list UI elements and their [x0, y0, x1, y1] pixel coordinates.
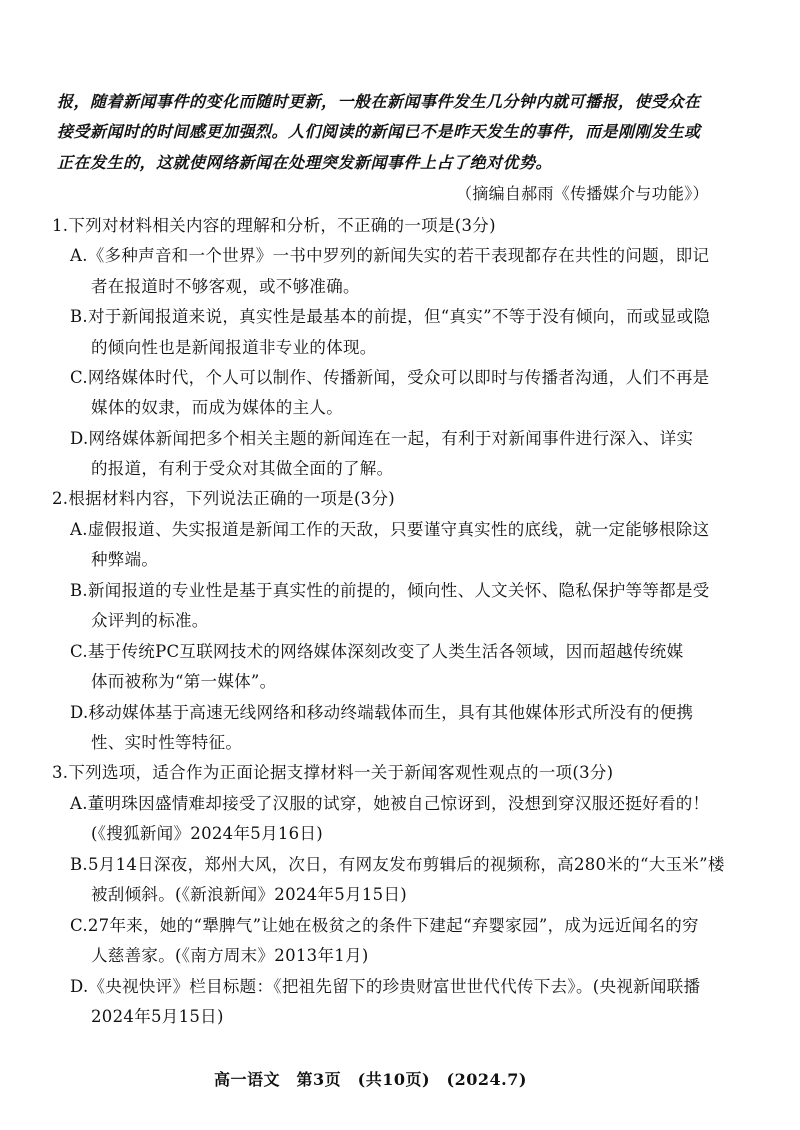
question-3-option-c-line-2: 人慈善家。(《南方周末》2013年1月) [91, 946, 369, 965]
question-2-option-c-line-2: 体而被称为“第一媒体”。 [91, 672, 277, 691]
question-3-option-d-line-2: 2024年5月15日) [91, 1007, 224, 1026]
question-2-option-a-line-2: 种弊端。 [91, 550, 159, 569]
question-1-stem: 1.下列对材料相关内容的理解和分析，不正确的一项是(3分) [52, 216, 496, 235]
question-1-option-a-line-2: 者在报道时不够客观，或不够准确。 [91, 277, 360, 296]
passage-line-3: 正在发生的，这就使网络新闻在处理突发新闻事件上占了绝对优势。 [57, 153, 553, 172]
question-2-option-b-line-2: 众评判的标准。 [91, 611, 209, 630]
passage-line-1: 报，随着新闻事件的变化而随时更新，一般在新闻事件发生几分钟内就可播报，使受众在 [57, 92, 701, 111]
question-2-option-a-line-1: A.虚假报道、失实报道是新闻工作的天敌，只要谨守真实性的底线，就一定能够根除这 [70, 520, 710, 539]
question-2-option-b-line-1: B.新闻报道的专业性是基于真实性的前提的，倾向性、人文关怀、隐私保护等等都是受 [70, 581, 710, 600]
passage-source: （摘编自郝雨《传播媒介与功能》） [456, 184, 709, 203]
question-1-option-d-line-2: 的报道，有利于受众对其做全面的了解。 [91, 459, 394, 478]
question-1-option-c-line-1: C.网络媒体时代，个人可以制作、传播新闻，受众可以即时与传播者沟通，人们不再是 [70, 368, 710, 387]
question-3-option-a-line-1: A.董明珠因盛情难却接受了汉服的试穿，她被自己惊讶到，没想到穿汉服还挺好看的！ [70, 794, 710, 813]
question-1-option-b-line-2: 的倾向性也是新闻报道非专业的体现。 [91, 338, 377, 357]
question-3-stem: 3.下列选项，适合作为正面论据支撑材料一关于新闻客观性观点的一项(3分) [52, 763, 614, 782]
question-3-option-a-line-2: (《搜狐新闻》2024年5月16日) [91, 824, 324, 843]
question-3-option-b-line-2: 被刮倾斜。(《新浪新闻》2024年5月15日) [91, 885, 408, 904]
question-3-option-d-line-1: D.《央视快评》栏目标题：《把祖先留下的珍贵财富世世代代传下去》。(央视新闻联播 [70, 977, 701, 996]
page-footer: 高一语文 第3页 (共10页) (2024.7) [214, 1070, 527, 1089]
question-1-option-c-line-2: 媒体的奴隶，而成为媒体的主人。 [91, 398, 343, 417]
passage-line-2: 接受新闻时的时间感更加强烈。人们阅读的新闻已不是昨天发生的事件，而是刚刚发生或 [57, 122, 701, 141]
question-2-option-d-line-1: D.移动媒体基于高速无线网络和移动终端载体而生，具有其他媒体形式所没有的便携 [70, 703, 694, 722]
question-2-option-c-line-1: C.基于传统PC互联网技术的网络媒体深刻改变了人类生活各领域，因而超越传统媒 [70, 642, 684, 661]
question-1-option-a-line-1: A.《多种声音和一个世界》一书中罗列的新闻失实的若干表现都存在共性的问题，即记 [70, 246, 710, 265]
question-3-option-b-line-1: B.5月14日深夜，郑州大风，次日，有网友发布剪辑后的视频称，高280米的“大玉米”楼 [70, 855, 725, 874]
question-1-option-d-line-1: D.网络媒体新闻把多个相关主题的新闻连在一起，有利于对新闻事件进行深入、详实 [70, 429, 694, 448]
question-2-stem: 2.根据材料内容，下列说法正确的一项是(3分) [52, 489, 396, 508]
question-2-option-d-line-2: 性、实时性等特征。 [91, 733, 243, 752]
question-1-option-b-line-1: B.对于新闻报道来说，真实性是最基本的前提，但“真实”不等于没有倾向，而或显或隐 [70, 307, 711, 326]
question-3-option-c-line-1: C.27年来，她的“犟脾气”让她在极贫之的条件下建起“弃婴家园”，成为远近闻名的穷 [70, 916, 699, 935]
